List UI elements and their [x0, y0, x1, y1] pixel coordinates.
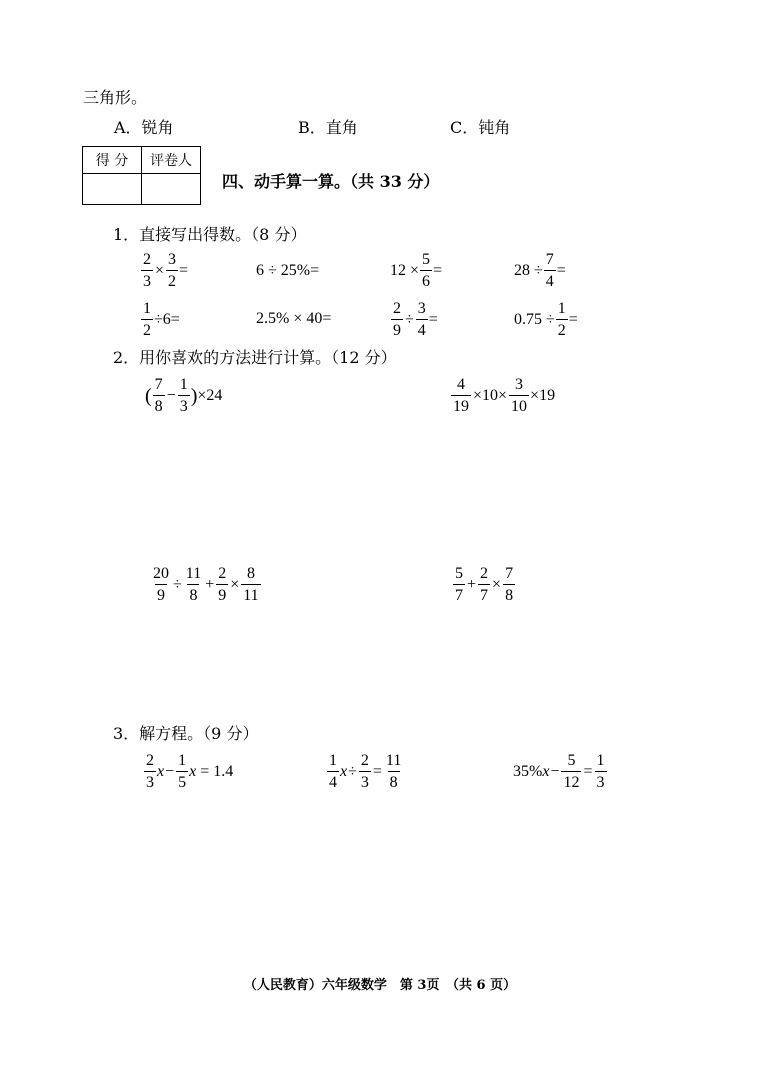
section-title: 四、动手算一算。（共 33 分） [222, 172, 440, 191]
fraction: $\frac{2}{3}$ [360, 752, 369, 791]
option-b: B．直角 [298, 118, 358, 137]
prev-question-tail: 三角形。 [83, 88, 148, 107]
q1-title: 1．直接写出得数。（8 分） [113, 225, 307, 244]
q3-equation-2: $\frac{1}{4}$ x ÷ $\frac{2}{3}$ = $\frac{11}{8}$ [329, 752, 402, 791]
fraction: $\frac{3}{2}$ [168, 251, 177, 290]
fraction: $\frac{3}{4}$ [417, 300, 426, 339]
option-a: A．锐角 [114, 118, 174, 137]
fraction: $\frac{7}{8}$ [154, 376, 163, 415]
q2-expr-3: $\frac{20}{9}$ ÷ $\frac{11}{8}$ + $\frac{2}{9}$ × $\frac{8}{11}$ [153, 565, 259, 604]
fraction: $\frac{2}{7}$ [480, 565, 489, 604]
fraction: $\frac{20}{9}$ [153, 565, 169, 604]
fraction: $\frac{5}{12}$ [563, 752, 580, 791]
fraction: $\frac{1}{5}$ [178, 752, 187, 791]
fraction: $\frac{11}{8}$ [385, 752, 402, 791]
fraction: $\frac{5}{7}$ [455, 565, 463, 604]
fraction: $\frac{7}{4}$ [545, 251, 554, 290]
fraction: $\frac{2}{3}$ [146, 752, 154, 791]
q1-item-8: 0.75 ÷ $\frac{1}{2}$ = [514, 300, 578, 339]
grader-cell[interactable] [142, 174, 201, 205]
fraction: $\frac{4}{19}$ [453, 376, 469, 415]
q1-item-2: 6 ÷ 25%= [256, 262, 320, 279]
q1-item-3: 12 × $\frac{5}{6}$ = [390, 251, 443, 290]
q3-equation-3: 35% x − $\frac{5}{12}$ = $\frac{1}{3}$ [513, 752, 605, 791]
grader-header: 评卷人 [142, 147, 201, 174]
fraction: $\frac{1}{3}$ [596, 752, 605, 791]
q1-item-4: 28 ÷ $\frac{7}{4}$ = [514, 251, 566, 290]
score-header: 得 分 [83, 147, 142, 174]
fraction: $\frac{11}{8}$ [185, 565, 202, 604]
q1-item-5: $\frac{1}{2}$ ÷6= [143, 300, 180, 339]
q1-item-1: $\frac{2}{3}$ × $\frac{3}{2}$ = [143, 251, 189, 290]
option-c: C．钝角 [450, 118, 511, 137]
fraction: $\frac{3}{10}$ [511, 376, 528, 415]
fraction: $\frac{5}{6}$ [422, 251, 431, 290]
fraction: $\frac{2}{3}$ [143, 251, 151, 290]
fraction: $\frac{2}{9}$ [218, 565, 227, 604]
fraction: $\frac{2}{9}$ [393, 300, 401, 339]
q3-equation-1: $\frac{2}{3}$ x − $\frac{1}{5}$ x = 1.4 [146, 752, 234, 791]
q1-item-7: $\frac{2}{9}$ ÷ $\frac{3}{4}$ = [393, 300, 438, 339]
score-table [82, 146, 201, 205]
fraction: $\frac{1}{2}$ [557, 300, 566, 339]
fraction: $\frac{1}{2}$ [143, 300, 151, 339]
q2-title: 2．用你喜欢的方法进行计算。（12 分） [113, 348, 397, 367]
q2-expr-2: $\frac{4}{19}$ ×10× $\frac{3}{10}$ ×19 [453, 376, 556, 415]
q1-item-6: 2.5% × 40= [256, 310, 332, 327]
q2-expr-4: $\frac{5}{7}$ + $\frac{2}{7}$ × $\frac{7}{8}$ [455, 565, 514, 604]
fraction: $\frac{1}{4}$ [329, 752, 337, 791]
q3-title: 3．解方程。（9 分） [113, 724, 259, 743]
fraction: $\frac{8}{11}$ [243, 565, 259, 604]
page-footer: （人民教育）六年级数学 第 3页 （共 6 页） [243, 978, 517, 993]
fraction: $\frac{7}{8}$ [505, 565, 514, 604]
q2-expr-1: ( $\frac{7}{8}$ − $\frac{1}{3}$ ) ×24 [145, 376, 223, 415]
fraction: $\frac{1}{3}$ [179, 376, 188, 415]
score-cell[interactable] [83, 174, 142, 205]
